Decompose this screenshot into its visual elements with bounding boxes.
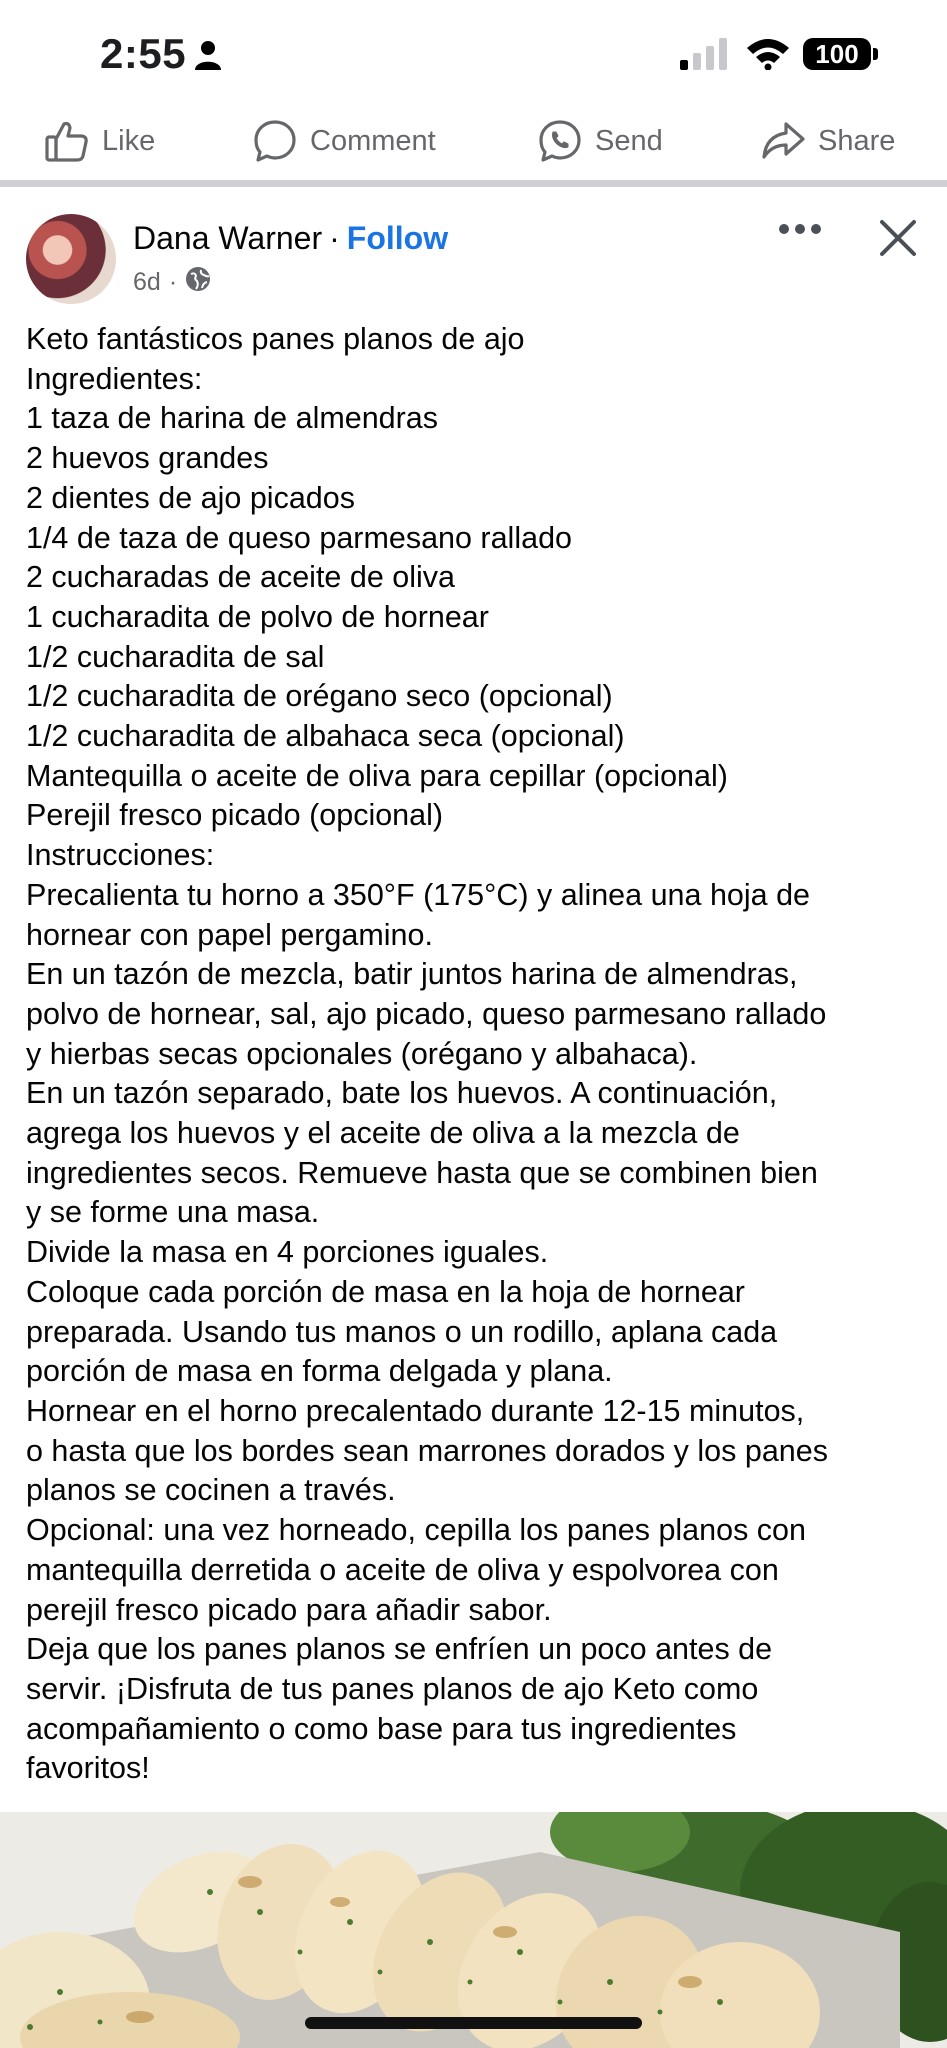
post-meta <box>133 266 211 299</box>
post-text-line: acompañamiento o como base para tus ingredientes <box>26 1711 737 1746</box>
post-action-bar <box>0 105 947 177</box>
post-text-line: Perejil fresco picado (opcional) <box>26 798 444 833</box>
battery-tip <box>873 48 878 60</box>
post-text-line: y se forme una masa. <box>26 1195 320 1230</box>
status-time: 2:55 <box>100 30 187 77</box>
post-text-line: 2 cucharadas de aceite de oliva <box>26 560 455 595</box>
post-text-line: o hasta que los bordes sean marrones dorados y los panes <box>26 1433 828 1468</box>
post-text-line: 1 taza de harina de almendras <box>26 401 439 436</box>
author-separator: · <box>329 220 340 256</box>
home-indicator[interactable] <box>305 2017 642 2029</box>
post-text-line: 1/4 de taza de queso parmesano rallado <box>26 520 572 555</box>
post-text <box>26 320 931 1789</box>
send-button[interactable] <box>537 111 663 171</box>
author-row <box>133 220 448 257</box>
like-button[interactable] <box>44 111 155 171</box>
share-button[interactable] <box>760 111 895 171</box>
globe-icon <box>185 266 211 299</box>
post-text-line: 2 dientes de ajo picados <box>26 480 355 515</box>
post-text-line: planos se cocinen a través. <box>26 1473 396 1508</box>
status-bar <box>0 0 947 110</box>
post-text-line: En un tazón de mezcla, batir juntos harina de almendras, <box>26 957 798 992</box>
author-name[interactable]: Dana Warner <box>133 220 323 256</box>
post-text-line: 1/2 cucharadita de orégano seco (opcional) <box>26 679 613 714</box>
post-text-line: Keto fantásticos panes planos de ajo <box>26 322 525 356</box>
flatbread-photo-art <box>0 1812 947 2048</box>
cellular-signal-icon <box>680 38 730 75</box>
post-text-line: Coloque cada porción de masa en la hoja de hornear <box>26 1274 745 1309</box>
post-text-line: servir. ¡Disfruta de tus panes planos de ajo Keto como <box>26 1671 759 1706</box>
post-text-line: Mantequilla o aceite de oliva para cepillar (opcional) <box>26 758 728 793</box>
post-text-line: porción de masa en forma delgada y plana. <box>26 1354 613 1389</box>
more-dots-icon[interactable] <box>778 222 822 241</box>
share-arrow-icon <box>760 118 806 164</box>
like-label: Like <box>102 124 156 157</box>
post-text-line: Divide la masa en 4 porciones iguales. <box>26 1235 549 1270</box>
post-age[interactable]: 6d <box>133 268 161 296</box>
post-text-line: 2 huevos grandes <box>26 441 269 476</box>
author-avatar[interactable] <box>26 214 116 304</box>
post-text-line: favoritos! <box>26 1751 150 1786</box>
comment-button[interactable] <box>252 111 436 171</box>
messenger-send-icon <box>537 118 583 164</box>
comment-bubble-icon <box>252 118 298 164</box>
post-text-line: 1 cucharadita de polvo de hornear <box>26 599 489 634</box>
post-text-line: agrega los huevos y el aceite de oliva a la mezcla de <box>26 1116 740 1151</box>
send-label: Send <box>595 124 663 157</box>
close-icon[interactable] <box>878 218 918 263</box>
post-text-line: perejil fresco picado para añadir sabor. <box>26 1592 552 1627</box>
post-text-line: Deja que los panes planos se enfríen un poco antes de <box>26 1632 773 1667</box>
share-label: Share <box>818 124 896 157</box>
follow-button[interactable]: Follow <box>346 220 449 256</box>
post-photo[interactable] <box>0 1812 947 2048</box>
post-text-line: Hornear en el horno precalentado durante 12-15 minutos, <box>26 1393 805 1428</box>
battery-indicator: 100 <box>803 38 871 70</box>
post-text-line: Ingredientes: <box>26 361 203 396</box>
post-text-line: Opcional: una vez horneado, cepilla los panes planos con <box>26 1513 806 1548</box>
person-icon <box>194 40 222 75</box>
thumbs-up-icon <box>44 118 90 164</box>
wifi-icon <box>745 36 791 75</box>
post-text-line: 1/2 cucharadita de sal <box>26 639 325 674</box>
comment-label: Comment <box>310 124 436 157</box>
post-text-line: y hierbas secas opcionales (orégano y albahaca). <box>26 1036 698 1071</box>
section-divider <box>0 180 947 187</box>
post-text-line: Precalienta tu horno a 350°F (175°C) y alinea una hoja de <box>26 877 811 912</box>
post-text-line: polvo de hornear, sal, ajo picado, queso parmesano rallado <box>26 996 827 1031</box>
post-text-line: Instrucciones: <box>26 838 215 873</box>
post-text-line: hornear con papel pergamino. <box>26 917 433 952</box>
post-text-line: preparada. Usando tus manos o un rodillo, aplana cada <box>26 1314 778 1349</box>
post-text-line: En un tazón separado, bate los huevos. A continuación, <box>26 1076 778 1111</box>
post-text-line: mantequilla derretida o aceite de oliva y espolvorea con <box>26 1552 779 1587</box>
post-text-line: ingredientes secos. Remueve hasta que se combinen bien <box>26 1155 818 1190</box>
post-text-line: 1/2 cucharadita de albahaca seca (opcional) <box>26 719 625 754</box>
meta-separator: · <box>168 268 178 296</box>
